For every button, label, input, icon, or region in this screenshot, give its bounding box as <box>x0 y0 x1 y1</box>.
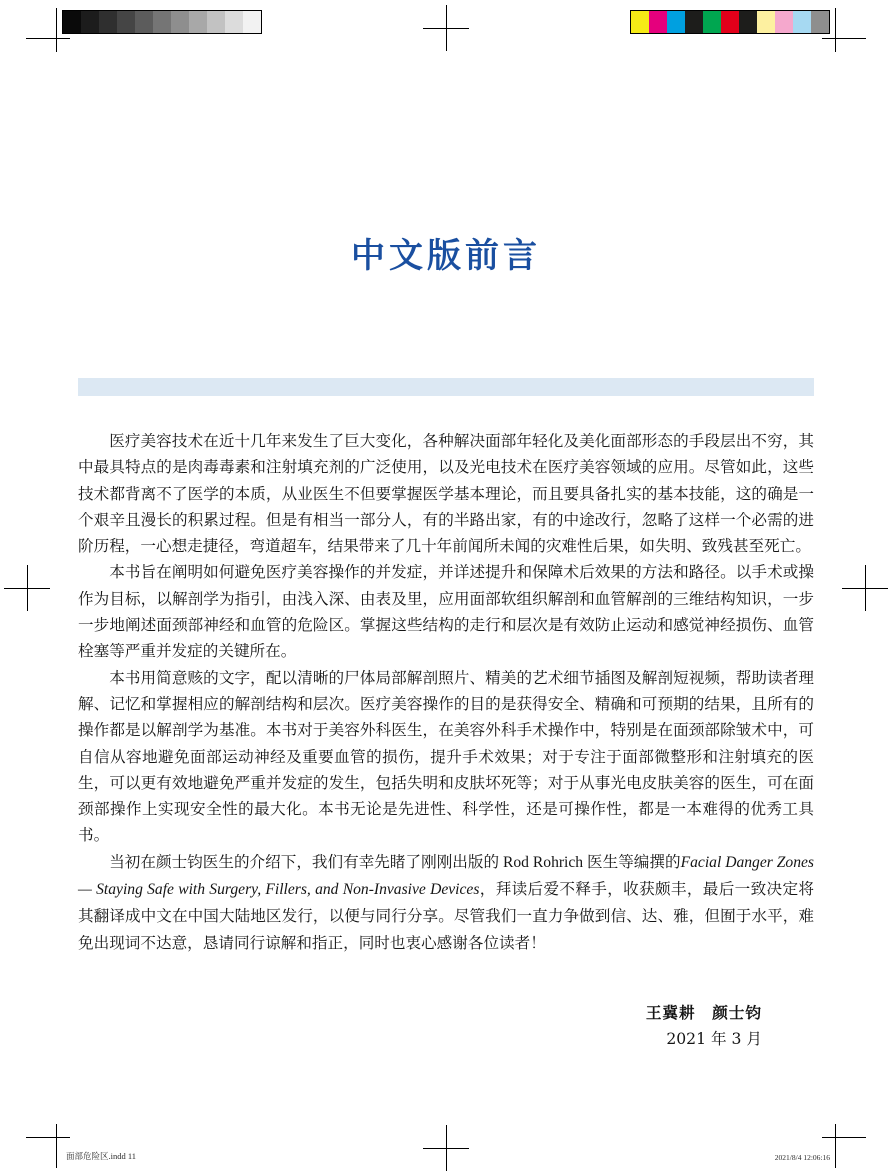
paragraph-2: 本书旨在阐明如何避免医疗美容操作的并发症，并详述提升和保障术后效果的方法和路径。以手术或操作为目标，以解剖学为指引，由浅入深、由表及里，应用面部软组织解剖和血管解剖的三维结构知识，一步一步地阐述面颈部神经和血管的危险区。掌握这些结构的走行和层次是有效防止运动和感觉神经损伤、血管栓塞等严重并发症的关键所在。 <box>78 563 814 661</box>
author-names: 王冀耕 颜士钧 <box>645 1003 762 1022</box>
signature-block <box>78 1000 814 1052</box>
decorative-band <box>78 378 814 396</box>
crop-mark-bottom-left <box>26 1124 70 1168</box>
page-title: 中文版前言 <box>351 236 541 276</box>
paragraph-4-after: ，拜读后爱不释手，收获颇丰，最后一致决定将其翻译成中文在中国大陆地区发行，以便与同行分享。尽管我们一直力争做到信、达、雅，但囿于水平，难免出现词不达意，恳请同行谅解和指正，同时也衷心感谢各位读者！ <box>78 880 814 952</box>
paragraph-1: 医疗美容技术在近十几年来发生了巨大变化，各种解决面部年轻化及美化面部形态的手段层出不穷，其中最具特点的是肉毒毒素和注射填充剂的广泛使用，以及光电技术在医疗美容领域的应用。尽管如此，这些技术都背离不了医学的本质，从业医生不但要掌握医学基本理论，而且要具备扎实的基本技能，这的确是一个艰辛且漫长的积累过程。但是有相当一部分人，有的半路出家，有的中途改行，忽略了这样一个必需的进阶历程，一心想走捷径，弯道超车，结果带来了几十年前闻所未闻的灾难性后果，如失明、致残甚至死亡。 <box>78 432 814 556</box>
registration-mark-left <box>4 565 50 611</box>
paragraph-4 <box>78 849 814 956</box>
footer-file-label: 面部危险区.indd 11 <box>66 1151 137 1161</box>
page-content <box>78 0 814 1176</box>
paragraph-3: 本书用简意赅的文字，配以清晰的尸体局部解剖照片、精美的艺术细节插图及解剖短视频，帮助读者理解、记忆和掌握相应的解剖结构和层次。医疗美容操作的目的是获得安全、精确和可预期的结果，且所有的操作都是以解剖学为基准。本书对于美容外科医生，在美容外科手术操作中，特别是在面颈部除皱术中，可自信从容地避免面部运动神经及重要血管的损伤，提升手术效果；对于专注于面部微整形和注射填充的医生，可以更有效地避免严重并发症的发生，包括失明和皮肤坏死等；对于从事光电皮肤美容的医生，可在面颈部操作上实现安全性的最大化。本书无论是先进性、科学性，还是可操作性，都是一本难得的优秀工具书。 <box>78 668 814 845</box>
registration-mark-right <box>842 565 888 611</box>
footer-timestamp: 2021/8/4 12:06:16 <box>774 1153 830 1162</box>
signature-date: 2021 年 3 月 <box>666 1030 762 1048</box>
referenced-book-title: Facial Danger Zones — Staying Safe with Surgery, Fillers, and Non-Invasive Devices <box>78 853 814 899</box>
paragraph-4-before: 当初在颜士钧医生的介绍下，我们有幸先睹了刚刚出版的 Rod Rohrich 医生等编撰的 <box>109 853 681 871</box>
preface-body <box>78 428 814 956</box>
